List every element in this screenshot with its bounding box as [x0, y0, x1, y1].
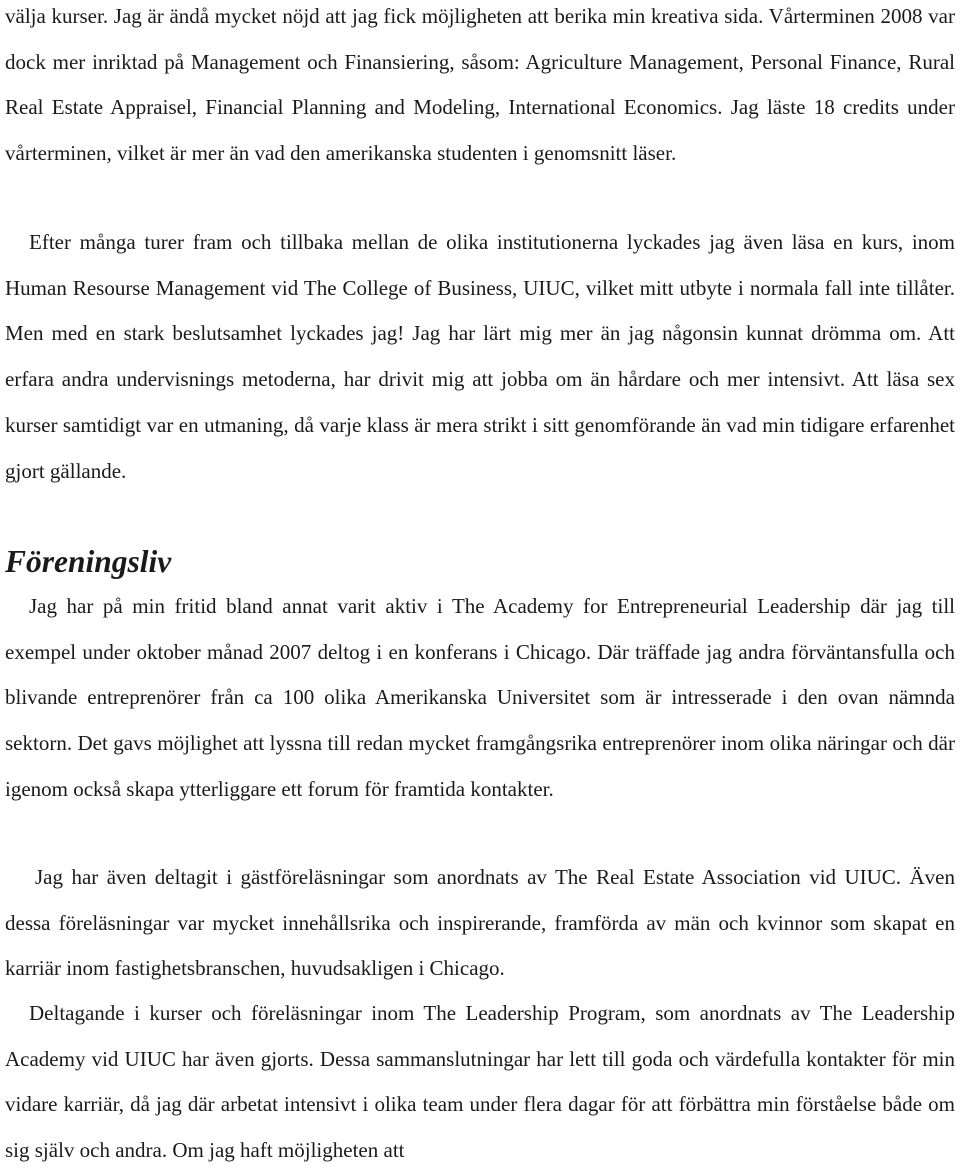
section-heading: Föreningsliv [5, 544, 172, 579]
paragraph-leadership: Deltagande i kurser och föreläsningar inom The Leadership Program, som anordnats av The Leadership Academy vid UIUC har även gjorts. Dessa sammanslutningar har lett till goda och värdefulla kontakter för min vidare karriär, då jag där arbetat intensivt i olika team under flera dagar för att förbättra min förståelse både om sig själv och andra. Om jag haft möjligheten att [5, 1001, 955, 1163]
paragraph-exchange: Efter många turer fram och tillbaka mellan de olika institutionerna lyckades jag även läsa en kurs, inom Human Resourse Management vid The College of Business, UIUC, vilket mitt utbyte i normala fall inte tillåter. Men med en stark beslutsamhet lyckades jag! Jag har lärt mig mer än jag någonsin kunnat drömma om. Att erfara andra undervisnings metoderna, har drivit mig att jobba om än hårdare och mer intensivt. Att läsa sex kurser samtidigt var en utmaning, då varje klass är mera strikt i sitt genomförande än vad min tidigare erfarenhet gjort gällande. [5, 230, 955, 483]
paragraph-academy: Jag har på min fritid bland annat varit aktiv i The Academy for Entrepreneurial Leadership där jag till exempel under oktober månad 2007 deltog i en konferans i Chicago. Där träffade jag andra förväntansfulla och blivande entreprenörer från ca 100 olika Amerikanska Universitet som är intresserade i den ovan nämnda sektorn. Det gavs möjlighet att lyssna till redan mycket framgångsrika entreprenörer inom olika näringar och där igenom också skapa ytterliggare ett forum för framtida kontakter. [5, 594, 955, 801]
paragraph-courses: välja kurser. Jag är ändå mycket nöjd att jag fick möjligheten att berika min kreativa sida. Vårterminen 2008 var dock mer inriktad på Management och Finansiering, såsom: Agriculture Management, Personal Finance, Rural Real Estate Appraisel, Financial Planning and Modeling, International Economics. Jag läste 18 credits under vårterminen, vilket är mer än vad den amerikanska studenten i genomsnitt läser. [5, 4, 955, 166]
paragraph-real-estate: Jag har även deltagit i gästföreläsningar som anordnats av The Real Estate Association vid UIUC. Även dessa föreläsningar var mycket innehållsrika och inspirerande, framförda av män och kvinnor som skapat en karriär inom fastighetsbranschen, huvudsakligen i Chicago. [5, 865, 955, 981]
